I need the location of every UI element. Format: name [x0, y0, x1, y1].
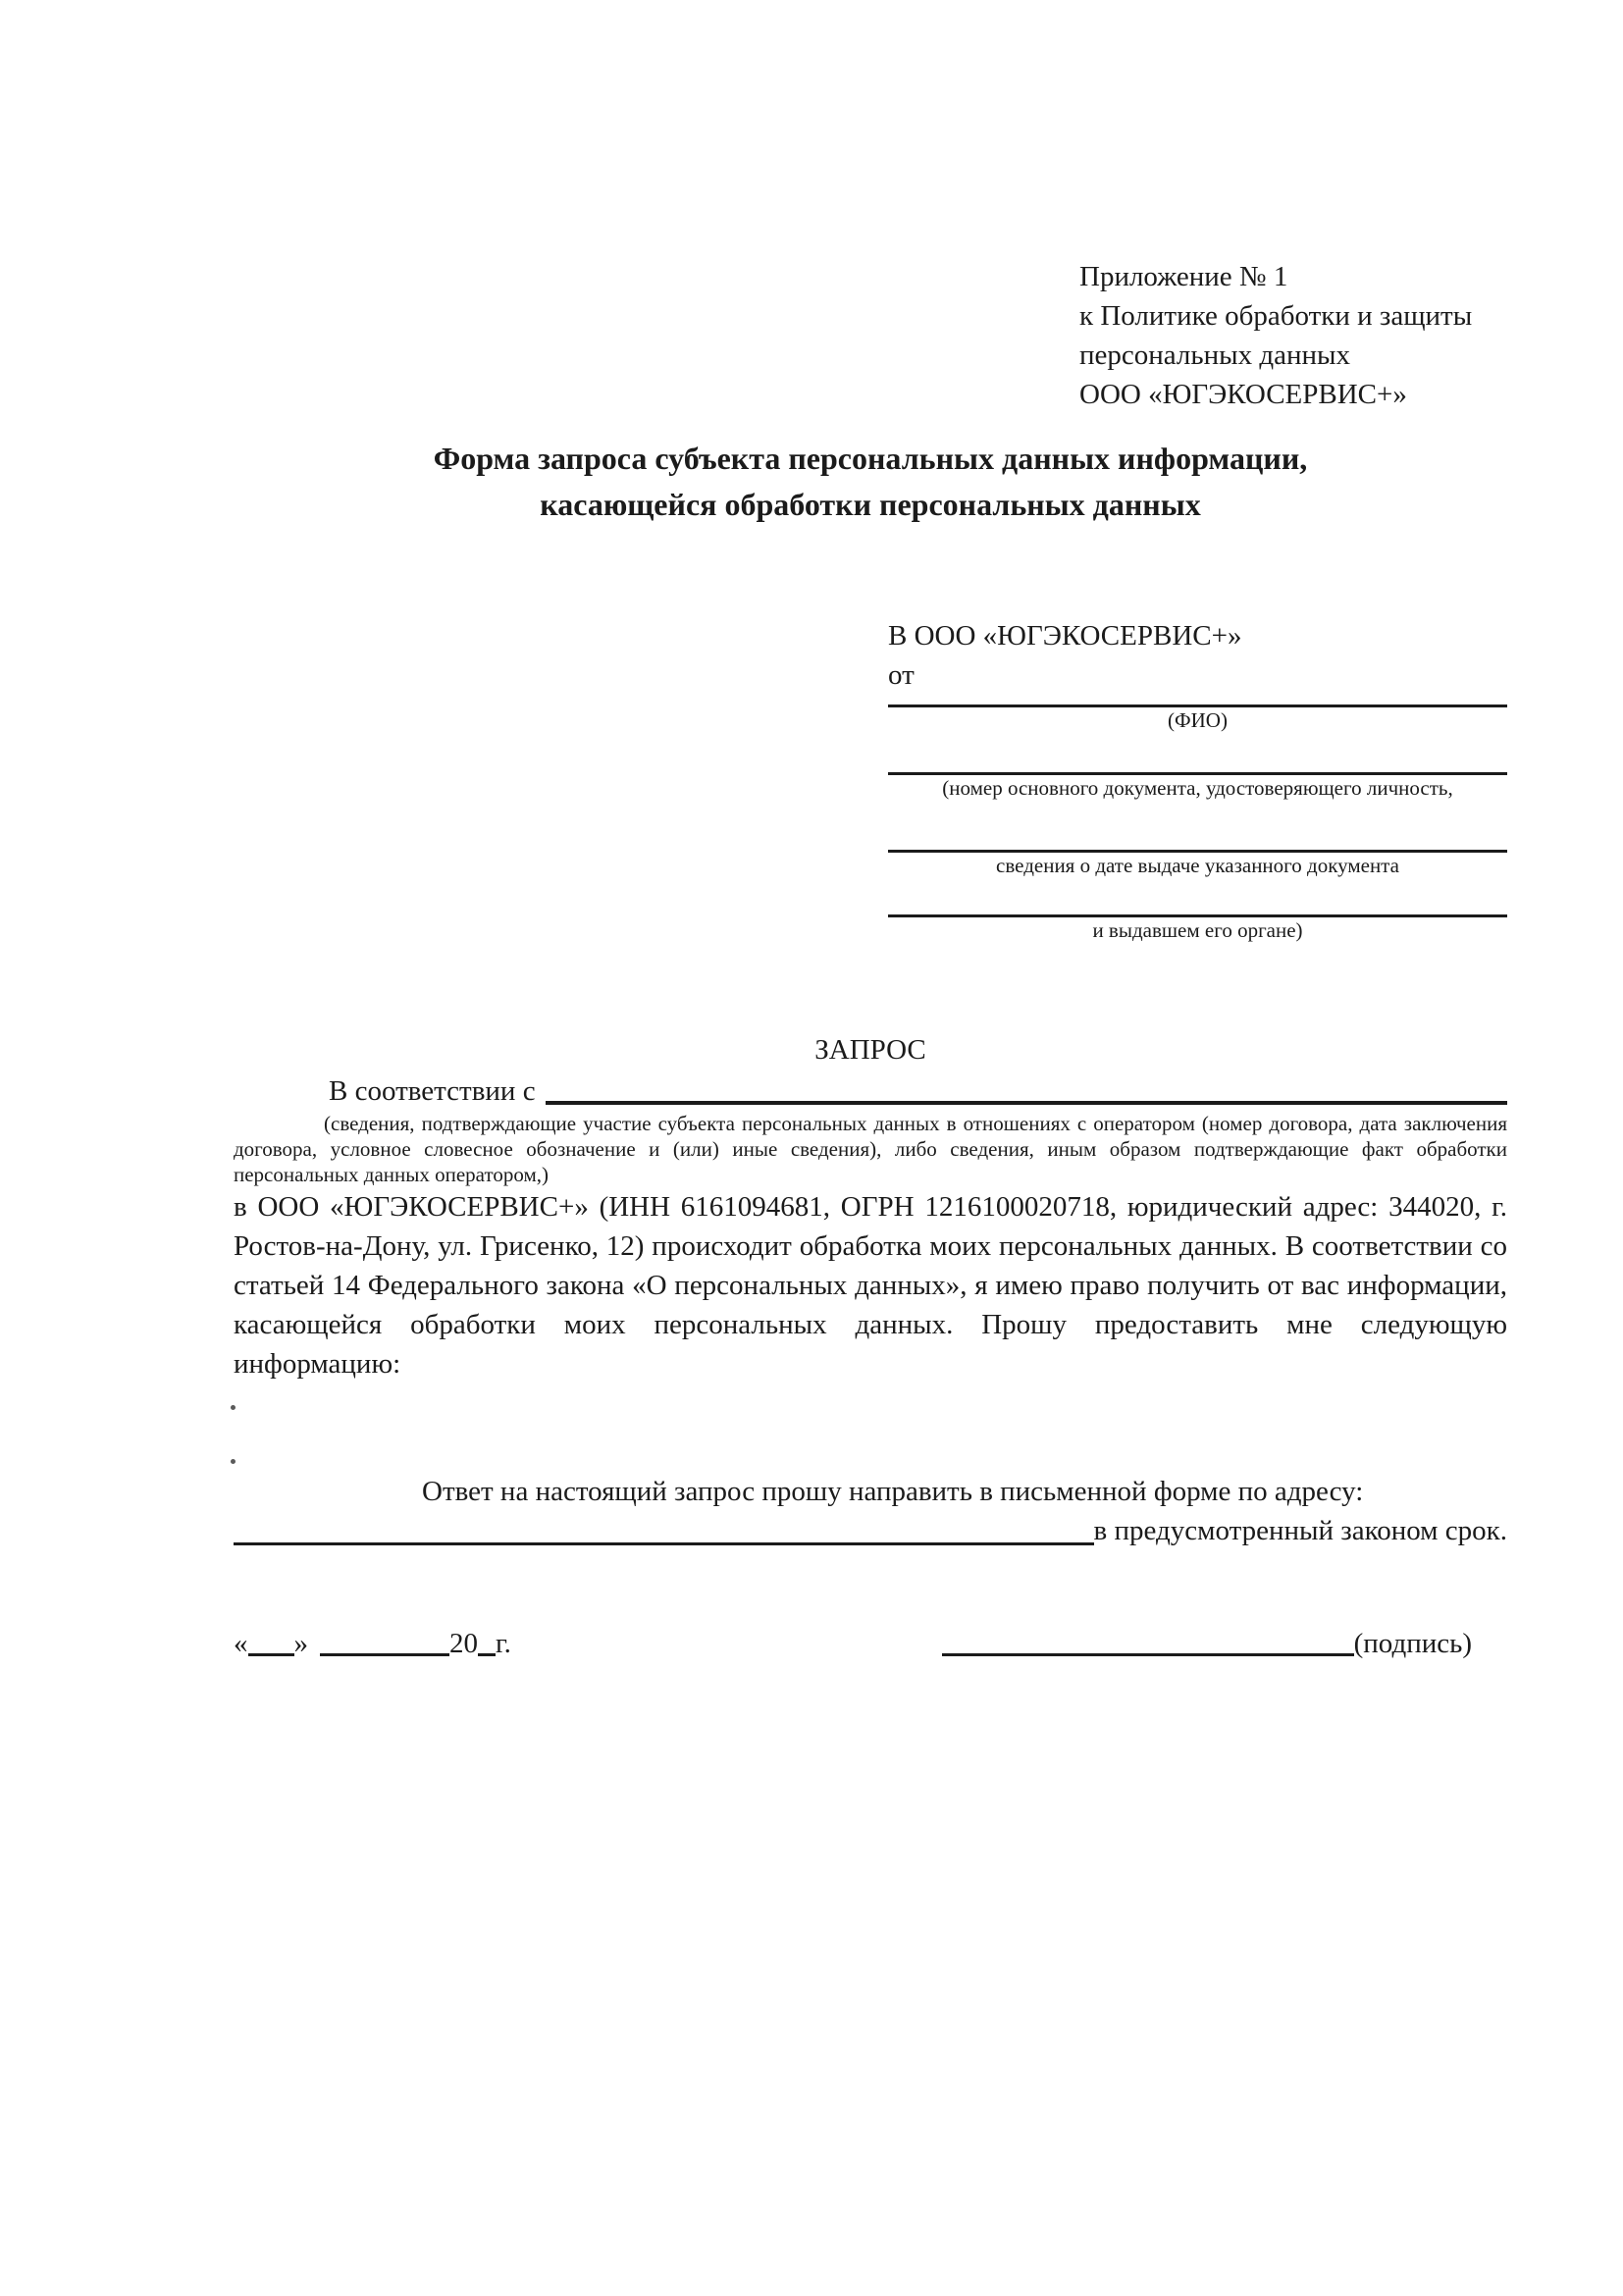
signature-blank-line[interactable]	[942, 1652, 1354, 1656]
consent-lead: В соответствии с	[329, 1075, 536, 1107]
consent-blank-line[interactable]	[546, 1101, 1507, 1105]
consent-line	[234, 1071, 1507, 1111]
document-title	[234, 436, 1507, 528]
document-title-line2: касающейся обработки персональных данных	[540, 487, 1201, 522]
page-content	[234, 257, 1507, 1663]
appendix-line: к Политике обработки и защиты	[1079, 300, 1473, 332]
request-heading: ЗАПРОС	[814, 1034, 926, 1066]
stray-bullet-dot	[231, 1405, 236, 1410]
year-blank-line[interactable]	[478, 1652, 496, 1656]
recipient-to: В ООО «ЮГЭКОСЕРВИС+»	[888, 620, 1242, 652]
signature-group	[942, 1624, 1472, 1663]
date-close-quote: »	[293, 1628, 308, 1659]
date-group	[234, 1624, 511, 1663]
reply-suffix: в предусмотренный законом срок.	[1093, 1515, 1507, 1546]
issue-date-caption: сведения о дате выдаче указанного документа	[996, 854, 1399, 877]
month-blank-line[interactable]	[320, 1652, 449, 1656]
appendix-block	[1079, 257, 1507, 414]
recipient-from-label: от	[888, 659, 915, 691]
year-prefix: 20	[449, 1628, 478, 1659]
recipient-block	[888, 616, 1507, 943]
fine-print: (сведения, подтверждающие участие субъекта персональных данных в отношениях с оператором (номер договора, дата заключения договора, условное словесное обозначение и (или) иные сведения), либо сведения, иным образом подтверждающие факт обработки персональных данных оператором,)	[234, 1112, 1507, 1186]
reply-address-blank-line[interactable]	[234, 1542, 1094, 1545]
signature-caption: (подпись)	[1353, 1628, 1472, 1659]
bottom-row	[234, 1624, 1507, 1663]
reply-line1: Ответ на настоящий запрос прошу направить в письменной форме по адресу:	[422, 1476, 1364, 1507]
date-open-quote: «	[234, 1628, 248, 1659]
day-blank-line[interactable]	[248, 1652, 294, 1656]
document-title-line1: Форма запроса субъекта персональных данных информации,	[433, 441, 1308, 476]
fio-caption: (ФИО)	[1168, 708, 1228, 732]
request-body: в ООО «ЮГЭКОСЕРВИС+» (ИНН 6161094681, ОГРН 1216100020718, юридический адрес: 344020, г. Ростов-на-Дону, ул. Грисенко, 12) происходит обработка моих персональных данных. В соответствии со статьей 14 Федерального закона «О персональных данных», я имею право получить от вас информации, касающейся обработки моих персональных данных. Прошу предоставить мне следующую информацию:	[234, 1191, 1507, 1380]
doc-number-caption: (номер основного документа, удостоверяющего личность,	[942, 776, 1453, 800]
appendix-line: персональных данных	[1079, 339, 1351, 371]
appendix-line: ООО «ЮГЭКОСЕРВИС+»	[1079, 379, 1407, 410]
appendix-line: Приложение № 1	[1079, 261, 1288, 292]
stray-bullet-dot	[231, 1459, 236, 1464]
issue-org-caption: и выдавшем его органе)	[1092, 918, 1303, 942]
reply-line2	[234, 1511, 1507, 1550]
year-suffix: г.	[496, 1628, 511, 1659]
